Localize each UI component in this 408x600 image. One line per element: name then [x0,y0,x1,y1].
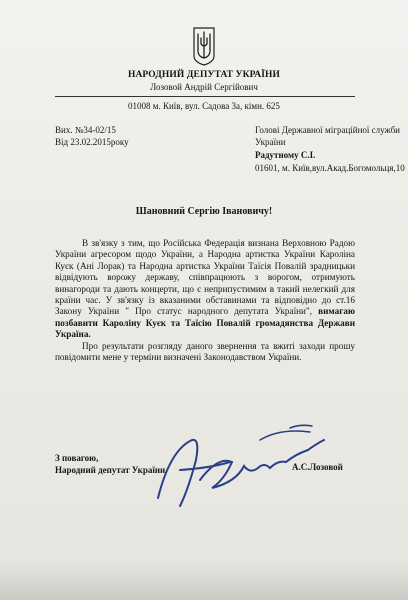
trident-emblem-icon [192,26,216,66]
letterhead-address: 01008 м. Київ, вул. Садова 3а, кімн. 625 [128,101,280,111]
letter-body [55,238,355,363]
header-divider [55,96,355,97]
signer-name: А.С.Лозовой [292,462,343,472]
demand-text: вимагаю позбавити Кароліну Куєк та Таїсію Повалій громадянства Держави Україна. [55,306,355,340]
letterhead-title: НАРОДНИЙ ДЕПУТАТ УКРАЇНИ [127,70,280,80]
addressee-line2: України [255,137,286,147]
closing-position: Народний депутат України [55,465,166,475]
letter-date: Від 23.02.2015року [55,137,129,147]
body-paragraph-2: Про результати розгляду даного звернення та вжиті заходи прошу повідомити мене у терміни визначені Законодавством України. [55,340,355,363]
closing-regards: З повагою, [55,453,99,463]
greeting: Шановний Сергію Івановичу! [135,206,273,217]
letterhead-name: Лозовой Андрій Сергійович [150,82,258,92]
body-paragraph-1: В зв'язку з тим, що Російська Федерація визнана Верховною Радою України агресором щодо України, а Народна артистка України Кароліна Куєк (Ані Лорак) та Народна артистка України Таїсія Повалій зрадницьки відвідують ворожу державу, співпрацюють з ворогом, отримують винагороди та дають концерти, що є неприпустимим в такий нелегкий для країни час. У зв'язку із вказаними обставинами та відповідно до ст.16 Закону України " Про статус народного депутата України", вимагаю позбавити Кароліну Куєк та Таїсію Повалій громадянства Держави Україна. [55,238,355,340]
addressee-line1: Голові Державної міграційної служби [255,125,401,135]
addressee-address: 01601, м. Київ,вул.Акад.Богомольця,10 [255,163,405,173]
addressee-name: Радутному С.І. [255,150,316,160]
outgoing-number: Вих. №34-02/15 [55,125,116,135]
